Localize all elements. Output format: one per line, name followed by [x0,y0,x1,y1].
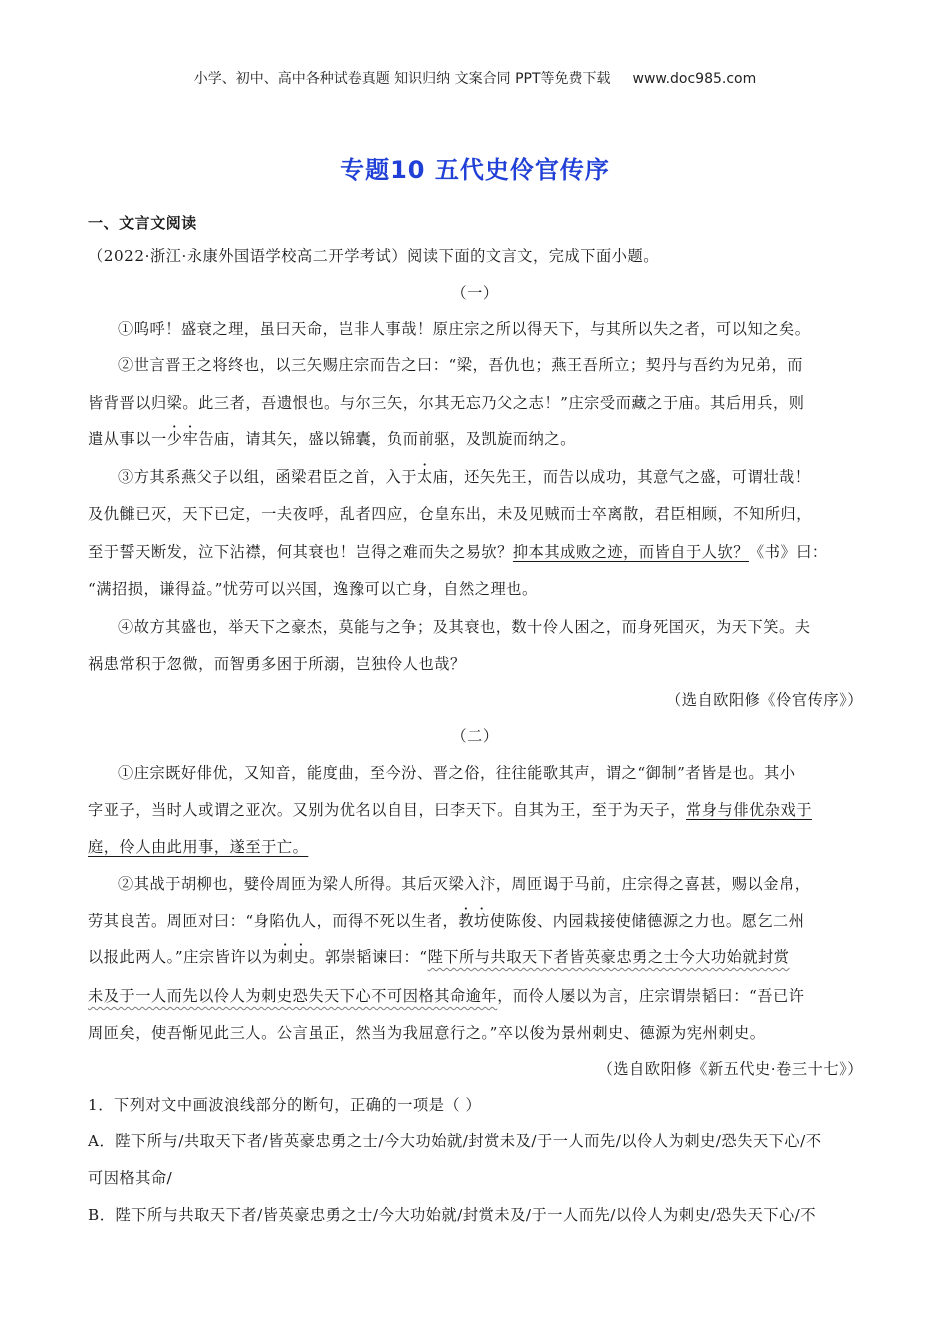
part1-paragraph-4-line-2: 祸患常积于忽微，而智勇多困于所溺，岂独伶人也哉？ [88,655,466,673]
text-run: 至于誓天断发，泣下沾襟，何其衰也！岂得之难而失之易欤？ [88,543,513,561]
part1-paragraph-3-line-4: “满招损，谦得益。”忧劳可以兴国，逸豫可以亡身，自然之理也。 [88,580,538,598]
text-run: 以报此两人。”庄宗皆许以为 [88,948,278,966]
section-heading: 一、文言文阅读 [88,214,197,232]
wavy-underlined-text: 陛下所与共取天下者皆英豪忠勇之士今大功始就封赏 [427,948,790,966]
source-intro: （2022·浙江·永康外国语学校高二开学考试）阅读下面的文言文，完成下面小题。 [88,247,659,265]
dotted-char: 史 [293,948,310,966]
part1-paragraph-4-line-1: ④故方其盛也，举天下之豪杰，莫能与之争；及其衰也，数十伶人困之，而身死国灭，为天下笑。夫 [118,618,811,636]
text-run: 字亚子，当时人或谓之亚次。又别为优名以自目，曰李天下。自其为王，至于为天子， [88,801,687,819]
part2-paragraph-1-line-1: ①庄宗既好俳优，又知音，能度曲，至今汾、晋之俗，往往能歌其声，谓之“御制”者皆是也。其小 [118,764,796,782]
question-1-stem: 1．下列对文中画波浪线部分的断句，正确的一项是（ ） [88,1096,482,1114]
page-title: 专题10 五代史伶官传序 [340,156,610,184]
underlined-sentence: 抑本其成败之迹，而皆自于人欤？ [512,543,749,561]
part1-paragraph-2-line-2: 皆背晋以归梁。此三者，吾遗恨也。与尔三矢，尔其无忘乃父之志！”庄宗受而藏之于庙。其后用兵，则 [88,394,805,412]
part1-paragraph-2-line-3 [88,428,863,450]
part1-paragraph-3-line-3 [88,541,863,563]
part2-paragraph-2-line-1: ②其战于胡柳也，嬖伶周匝为梁人所得。其后灭梁入汴，周匝谒于马前，庄宗得之喜甚，赐以金帛， [118,875,811,893]
text-run: 《书》曰： [748,543,828,561]
part1-paragraph-3-line-2: 及仇雠已灭，天下已定，一夫夜呼，乱者四应，仓皇东出，未及见贼而士卒离散，君臣相顾，不知所归， [88,505,812,523]
header-url[interactable]: www.doc985.com [632,71,757,87]
part2-paragraph-1-line-3 [88,836,863,858]
text-run: ，而伶人屡以为言，庄宗谓崇韬曰：“吾已许 [497,987,805,1005]
text-run: 告庙，请其矢，盛以锦囊，负而前驱，及凯旋而纳之。 [198,430,576,448]
option-a-line-1[interactable]: A．陛下所与/共取天下者/皆英豪忠勇之士/今大功始就/封赏未及/于一人而先/以伶人为刺史/恐失天下心/不 [88,1132,822,1150]
part2-paragraph-2-line-5: 周匝矣，使吾惭见此三人。公言虽正，然当为我屈意行之。”卒以俊为景州刺史、德源为宪州刺史。 [88,1024,766,1042]
option-b-line-1[interactable]: B．陛下所与共取天下者/皆英豪忠勇之士/今大功始就/封赏未及/于一人而先/以伶人为刺史/恐失天下心/不 [88,1206,817,1224]
text-run: ③方其系燕父子以组，函梁君臣之首，入于 [118,468,418,486]
header-text: 小学、初中、高中各种试卷真题 知识归纳 文案合同 PPT等免费下载 [193,71,611,87]
dotted-char: 牢 [182,430,199,448]
text-run: 遣从事以一 [88,430,167,448]
dotted-char: 教 [458,912,475,930]
underlined-sentence: 庭，伶人由此用事，遂至于亡。 [88,838,309,856]
part1-source: （选自欧阳修《伶官传序》） [666,691,863,709]
part2-label: （二） [451,727,499,745]
dotted-char: 坊 [474,912,490,930]
text-run: 使陈俊、内园栽接使储德源之力也。愿乞二州 [489,912,805,930]
text-run: 庙，还矢先王，而告以成功，其意气之盛，可谓壮哉！ [432,468,811,486]
part2-paragraph-2-line-2 [88,910,863,932]
part1-paragraph-3-line-1 [118,466,863,488]
part2-paragraph-2-line-4 [88,985,863,1007]
part1-paragraph-2-line-1: ②世言晋王之将终也，以三矢赐庄宗而告之曰：“梁，吾仇也；燕王吾所立；契丹与吾约为兄弟，而 [118,356,804,374]
text-run: 劳其良苦。周匝对曰：“身陷仇人，而得不死以生者， [88,912,459,930]
part2-paragraph-1-line-2 [88,799,863,821]
wavy-underlined-text: 未及于一人而先以伶人为刺史恐失天下心不可因格其命逾年 [88,987,498,1005]
part1-paragraph-1: ①呜呼！盛衰之理，虽曰天命，岂非人事哉！原庄宗之所以得天下，与其所以失之者，可以知之矣。 [118,320,811,338]
option-a-line-2[interactable]: 可因格其命/ [88,1169,173,1187]
part1-label: （一） [451,284,499,302]
part2-source: （选自欧阳修《新五代史·卷三十七》） [597,1060,863,1078]
dotted-char: 少 [166,430,183,448]
site-header [0,68,950,88]
dotted-char: 太 [417,468,433,486]
text-run: 。郭崇韬谏曰：“ [309,948,428,966]
part2-paragraph-2-line-3 [88,946,863,968]
dotted-char: 刺 [277,948,294,966]
underlined-sentence: 常身与俳优杂戏于 [686,801,812,819]
